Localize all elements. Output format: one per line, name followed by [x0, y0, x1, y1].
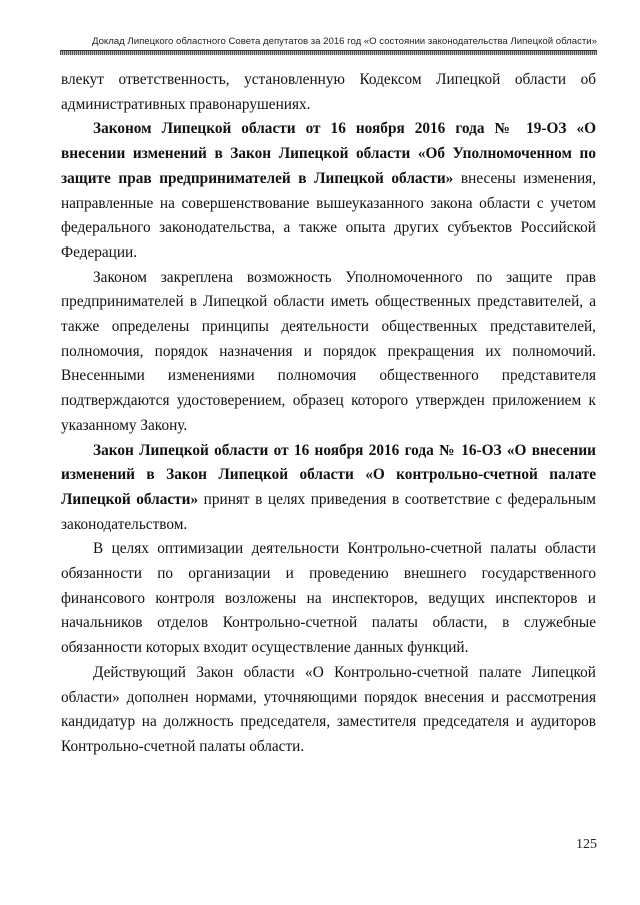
- paragraph-law-16-oz: [61, 439, 596, 538]
- header-divider: [60, 50, 597, 55]
- paragraph-continued: [61, 68, 596, 117]
- document-body: [61, 68, 596, 760]
- paragraph-text: внесены изменения, направленные на совершенствование вышеуказанного закона области с учетом федерального законодательства, а также опыта других субъектов Российской Федерации.: [61, 169, 596, 261]
- running-header-title: Доклад Липецкого областного Совета депутатов за 2016 год «О состоянии законодательства Липецкой области»: [91, 36, 597, 47]
- page-number: 125: [576, 837, 597, 852]
- paragraph-current-law: [61, 661, 596, 760]
- paragraph-text: принят в целях приведения в соответствие с федеральным законодательством.: [61, 490, 596, 533]
- paragraph-optimization: [61, 537, 596, 661]
- paragraph-text: В целях оптимизации деятельности Контрольно-счетной палаты области обязанности по организации и проведению внешнего государственного финансового контроля возложены на инспекторов, ведущих инспекторов и начальников отделов Контрольно-счетной палаты области, в служебные обязанности которых входит осуществление данных функций.: [61, 540, 596, 657]
- paragraph-bold-lead: Законом Липецкой области от 16 ноября 2016 года № 19-ОЗ «О внесении изменений в Закон Липецкой области «Об Уполномоченном по защите прав предпринимателей в Липецкой области»: [61, 120, 596, 187]
- paragraph-bold-lead: Закон Липецкой области от 16 ноября 2016 года № 16-ОЗ «О внесении изменений в Закон Липецкой области «О контрольно-счетной палате Липецкой области»: [61, 441, 596, 508]
- running-header: [60, 36, 597, 55]
- paragraph-text: Законом закреплена возможность Уполномоченного по защите прав предпринимателей в Липецкой области иметь общественных представителей, а также определены принципы деятельности общественных представителей, полномочия, порядок назначения и порядок прекращения их полномочий. Внесенными изменениями полномочия общественного представителя подтверждаются удостоверением, образец которого утвержден приложением к указанному Закону.: [61, 268, 596, 434]
- paragraph-text: влекут ответственность, установленную Кодексом Липецкой области об административных правонарушениях.: [61, 71, 596, 113]
- paragraph-public-representatives: [61, 266, 596, 439]
- paragraph-law-19-oz: [61, 117, 596, 265]
- paragraph-text: Действующий Закон области «О Контрольно-счетной палате Липецкой области» дополнен нормами, уточняющими порядок внесения и рассмотрения кандидатур на должность председателя, заместителя председателя и аудиторов Контрольно-счетной палаты области.: [61, 663, 596, 755]
